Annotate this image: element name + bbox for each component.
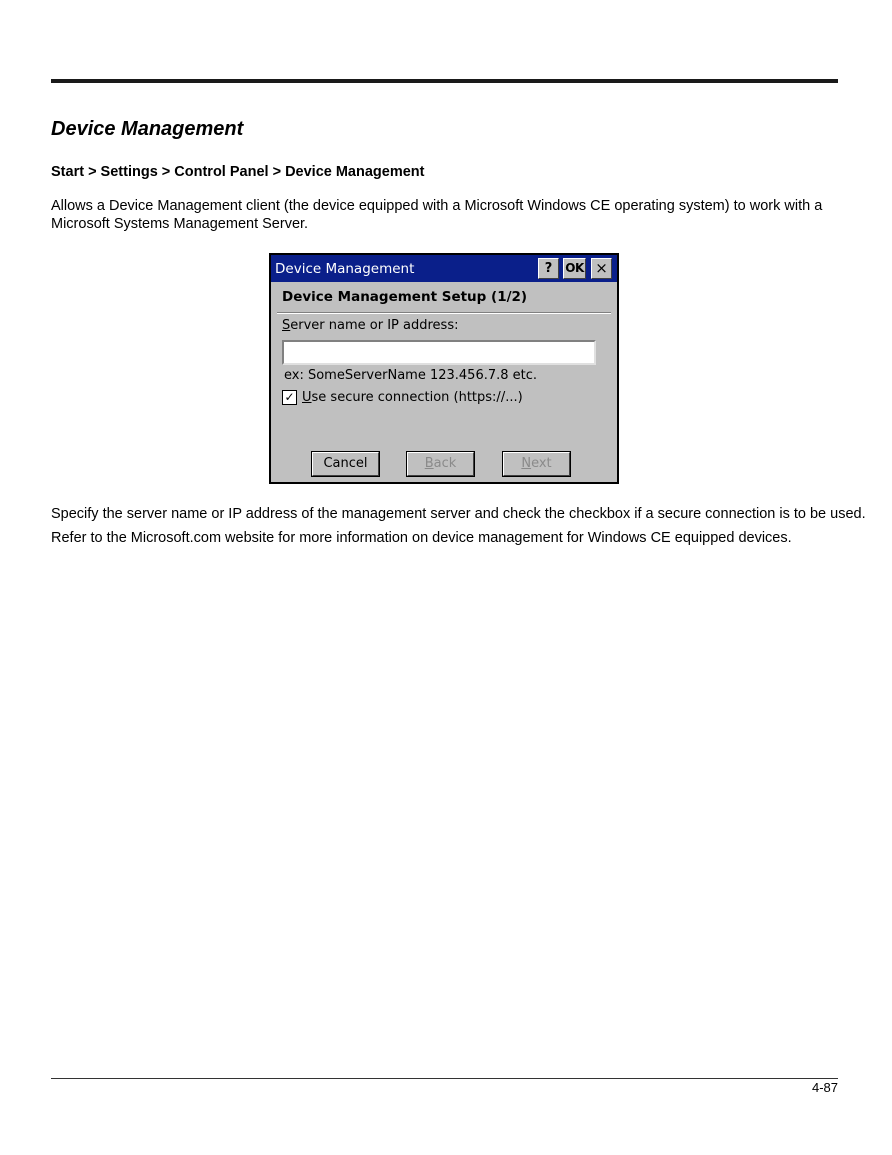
device-management-dialog	[269, 253, 619, 484]
ok-button[interactable]: OK	[563, 258, 586, 279]
next-button[interactable]	[502, 451, 571, 477]
breadcrumb: Start > Settings > Control Panel > Device Management	[51, 164, 425, 180]
back-button-accel: B	[424, 456, 434, 471]
example-text: ex: SomeServerName 123.456.7.8 etc.	[284, 368, 538, 383]
server-address-input[interactable]	[282, 340, 596, 365]
dialog-titlebar	[271, 255, 617, 282]
close-button[interactable]: ×	[591, 258, 612, 279]
top-rule	[51, 79, 838, 83]
back-button-text: ack	[433, 456, 457, 471]
page-title: Device Management	[51, 118, 244, 140]
secure-connection-label[interactable]	[302, 390, 523, 405]
separator	[277, 312, 611, 314]
secure-connection-label-text: se secure connection (https://...)	[311, 390, 523, 405]
bottom-rule	[51, 1078, 838, 1079]
reference-paragraph: Refer to the Microsoft.com website for more information on device management for Windows CE equipped devices.	[51, 530, 792, 546]
secure-connection-label-accel: U	[302, 390, 312, 405]
page-number: 4-87	[811, 1080, 838, 1095]
instructions-paragraph: Specify the server name or IP address of the management server and check the checkbox if a secure connection is to be used.	[51, 506, 866, 522]
help-button[interactable]: ?	[538, 258, 559, 279]
back-button[interactable]	[406, 451, 475, 477]
intro-paragraph: Allows a Device Management client (the device equipped with a Microsoft Windows CE operating system) to work with a Microsoft Systems Management Server.	[51, 198, 823, 232]
next-button-accel: N	[521, 456, 532, 471]
dialog-title: Device Management	[275, 261, 415, 277]
server-field-label-accel: S	[282, 318, 291, 333]
next-button-text: ext	[531, 456, 552, 471]
server-field-label	[282, 318, 458, 333]
setup-step-title: Device Management Setup (1/2)	[282, 289, 528, 305]
secure-connection-checkbox[interactable]: ✓	[282, 390, 297, 405]
server-field-label-text: erver name or IP address:	[290, 318, 459, 333]
cancel-button[interactable]: Cancel	[311, 451, 380, 477]
